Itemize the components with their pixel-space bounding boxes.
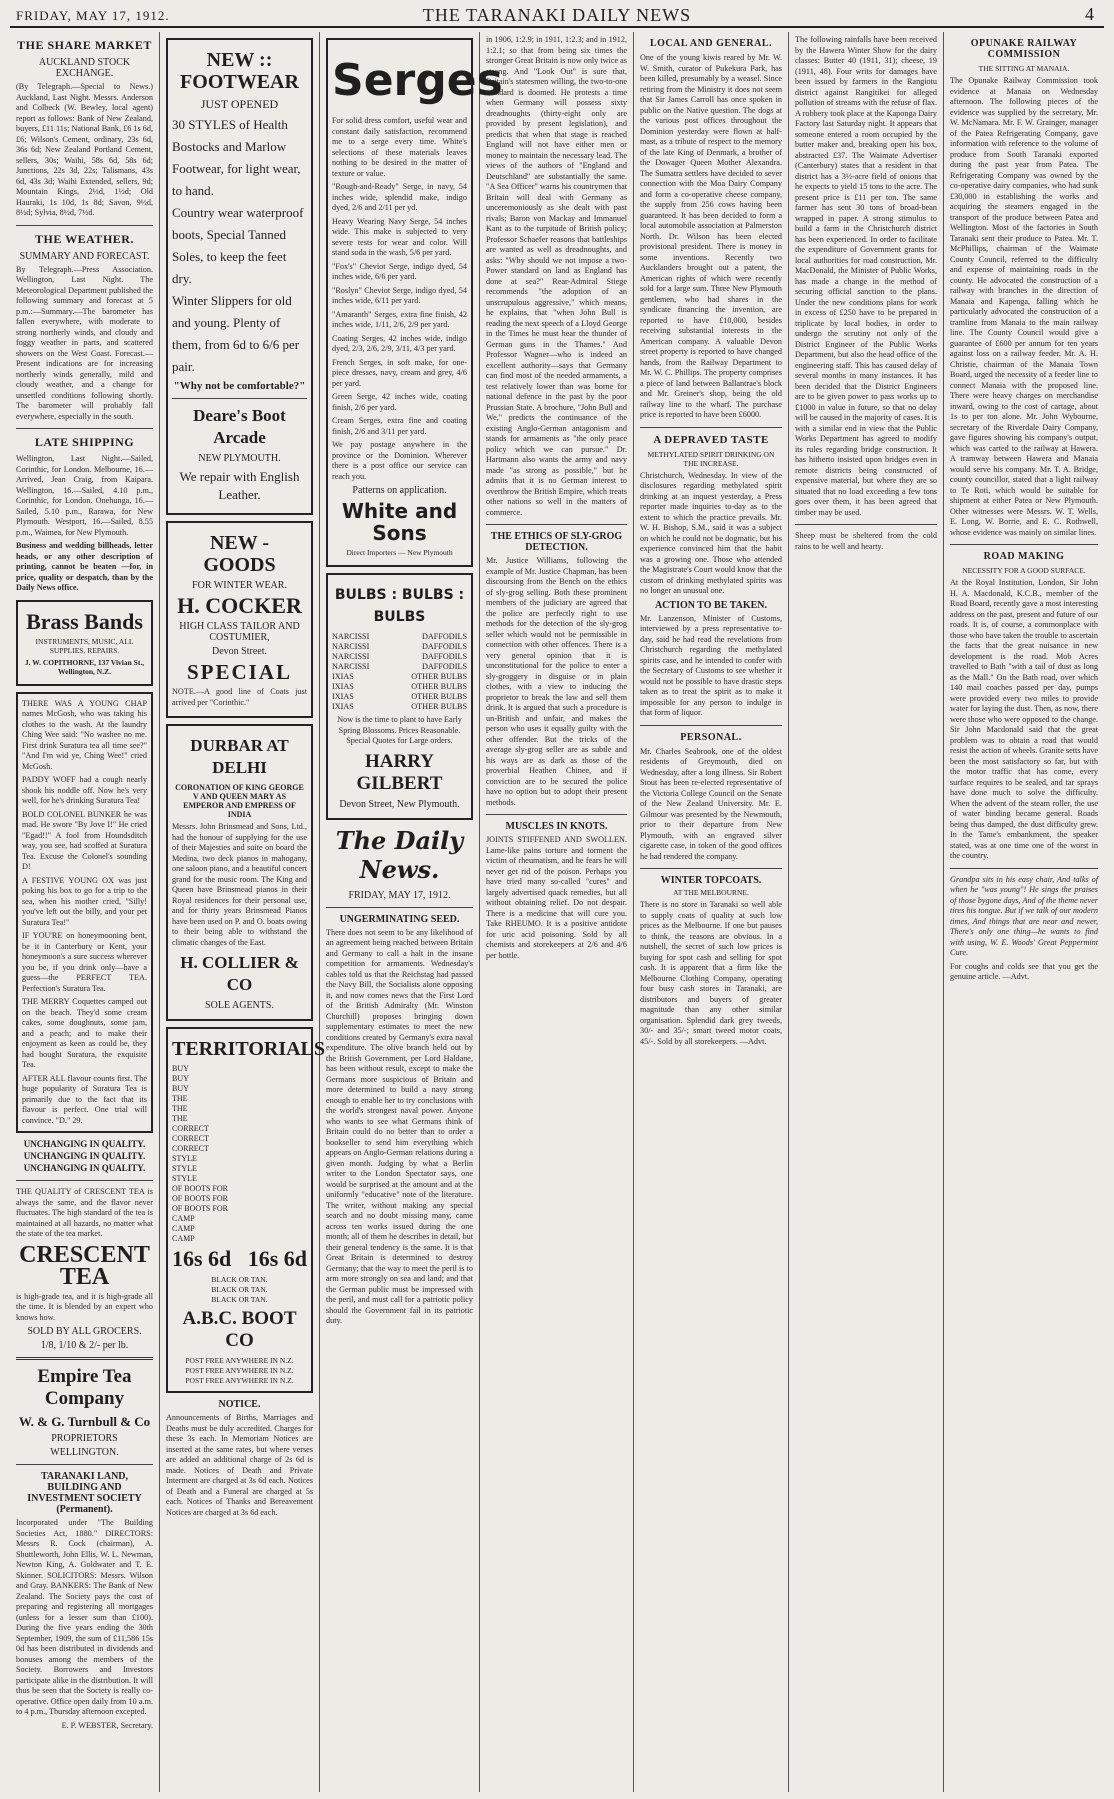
shipping-text: Wellington, Last Night.—Sailed, Corinthic, for London. Melbourne, 16.—Arrived, Jean Craig, from Kaipara. Wellington, 16.—Sailed, 4.10 p.m., Corinthic, for London. Onehunga, 16.—Sailed, 5.10 p.m., Rarawa, for New Plymouth. Westport, 16.—Sailed, 8.55 p.m., Waimea, for New Plymouth. [16,454,153,537]
divider [16,225,153,226]
winter-topcoats-sub: AT THE MELBOURNE. [673,888,749,897]
divider [640,725,782,726]
grandpa-poem-end: For coughs and colds see that you get the genuine article. —Advt. [950,961,1098,981]
joke-paragraph: IF YOU'RE on honeymooning bent, be it in Canterbury or Kent, your honeymoon's a sure success wherever you be, if you drink only—have a guess—the PERFECT TEA. Perfection's Suratura Tea. [22,931,147,993]
bulbs-heading: BULBS : BULBS : BULBS [334,587,465,625]
bulb-name: DAFFODILS [421,662,467,671]
unchanging-line: UNCHANGING IN QUALITY. [23,1163,146,1173]
bulb-row [332,632,467,642]
bulb-row [332,662,467,672]
footwear-line: Winter Slippers for old [172,293,292,308]
deare-arcade: Deare's Boot Arcade [193,406,286,447]
divider [640,427,782,428]
footwear-line: Country wear waterproof [172,205,304,220]
column-3 [320,32,503,1792]
opunake-sub: THE SITTING AT MANAIA. [978,64,1070,73]
bulbs-list [332,632,467,712]
territorials-line: THE [172,1114,188,1123]
joke-paragraph: THERE WAS A YOUNG CHAP names McGosh, who was taking his clothes to the wash. At the laundry Ching Wee said: "No washee no me. First drink Suratura tea all time see?" "And I'm wid ye, Ching Wee!" cried McGosh. [22,698,147,771]
column-4 [480,32,634,1792]
brass-bands-sub: INSTRUMENTS, MUSIC, ALL SUPPLIES, REPAIRS. [35,636,134,655]
bulb-name: OTHER BULBS [411,672,467,681]
territorials-line: BUY [172,1084,189,1093]
territorials-line: THE [172,1094,188,1103]
divider [950,868,1098,869]
personal-text: Mr. Charles Seabrook, one of the oldest residents of Greymouth, died on Wednesday, after a long illness. Sir Robert Stout has been re-elected representative of the Victoria College Council on the Senate of the New Zealand University. Mr. E. Gilmour was presented by the Newmouth, prior to their departure from New Plymouth, with an engraved silver cigarette case, in token of the good offices he had rendered the company. [640,746,782,861]
durbar-heading: DURBAR AT DELHI [190,736,289,777]
post-line: POST FREE ANYWHERE IN N.Z. [185,1376,294,1385]
share-market-heading: THE SHARE MARKET [17,38,152,52]
brass-bands-firm: J. W. COPITHORNE, 137 Vivian St., Wellington, N.Z. [24,657,145,676]
cocker-ad [166,521,313,718]
opunake-heading: OPUNAKE RAILWAY COMMISSION [970,38,1078,60]
depraved-taste-text: Christchurch, Wednesday. In view of the disclosures regarding methylated spirit drinking at an inquest yesterday, a Press reporter made inquiries to-day as to the extent to which the practice prevails. Mr. W. H. Bishop, S.M., said it was a subject on which he could not be dogmatic, but his experience convinced him that the habit was a growing one. Those who attended the Magistrate's Court would know that the custom of drinking methylated spirits was no longer an unusual one. [640,470,782,595]
serges-heading: Serges [332,55,503,106]
notice-text: Announcements of Births, Marriages and Deaths must be duly accredited. Charges for these 3s each. In Memoriam Notices are inserted at the same rates, but where verses are added an additional charge of 2s 6d is made. Notices of Death and Private Interment are charged at 3s 6d each. Notices of Death and a Funeral are charged at 5s each. Notices of Thanks and Bereavement Notices are charged at 3s 6d each. [166,1413,313,1517]
bulb-name: NARCISSI [332,652,370,661]
territorials-line: CAMP [172,1214,195,1223]
white-and-sons: White and Sons [341,499,458,545]
crescent-tea-heading: CRESCENT TEA [19,1241,150,1290]
editorial-continued: in 1906, 1:2.9; in 1911, 1:2.3; and in 1912, 1:2.1; so that from being six times the stronger Great Britain is now only twice as strong. And "Look Out" is sure that, Britain's statesmen willing, the two-to-one standard is doomed. He protests a time when Germany will possess sixty dreadnoughts (thirty-eight only are provided by present legislation), and predicts that when that stage is reached England will not have either men or money to maintain the necessary lead. The views of the authors of "England and Deutschland" are substantially the same. "A Sea Officer" warns his countrymen that Britain will deal with Germany as unceremoniously as she dealt with past rivals; Baron von Mackay and Immanuel Kant as to the turpitude of British policy; Professor Schaefer reasons that battleships are wanted as well as dreadnoughts, and asks: "Why should we not impose a two-Power standard on land as England has done at sea?" Rear-Admiral Stiege recommends "the adoption of an unscrupulous aggressive," which means, he explains, that "when John Bull is reading the next speech of a Lloyd George in the Times he must hear the thunder of German guns in the Thames." And Professor Wagner—who is indeed an excellent authority—says that Germany can find most of the needed armaments, a test relatively lower than was borne for national defence in the past by the poor Prussian State. A brochure, "John Bull and We," predicts the continuance of the existing Anglo-German antagonism and stands for armaments as "the only peace policy which we can pursue." Dr. Hartmann also wants the army and navy made "as strong as possible," but he admits that it is no German interest to overthrow the British Empire, which treats other nations so well in the matters of commerce. [486,35,627,517]
bulb-name: IXIAS [332,682,354,691]
depraved-taste-sub: METHYLATED SPIRIT DRINKING ON THE INCREASE. [647,449,775,468]
territorials-line: CAMP [172,1234,195,1243]
editorial-text: There does not seem to be any likelihood of an agreement being reached between Britain and Germany to call a halt in the insane competition for armaments. Wednesday's cables told us that the Reichstag had passed the Navy Bill, the Socialists alone opposing it, and now comes news that the First Lord of the British Admiralty (Mr. Winston Churchill) proposes bringing down supplementary estimates to meet the new conditions created by Germany's extra naval expenditure. The olive branch held out by the British Government, per Lord Haldane, has been without result, except to make the Germans more suspicious of Britain and more determined to build a navy strong enough to enable her to try conclusions with the world's strongest naval power. Anyone who wants to see what Germans think of Britain could do no better than to order a bookseller to send him everything which appears on Anglo-German relations during a given month. Judging by what a Berlin writer to the London Spectator says, one would be surprised at the amount and at the uniformly "educative" note of the literature. The writer, without making any special search and no doubt missing many, came across ten works issued during the one month; all of them he describes in detail, but their general tendency is the same. It is that Great Britain is determined to destroy Germany; that the way to meet the peril is to arm more strongly on sea and land; and that the German public must be impressed with the peril, and must call for a patriotic policy should the Government fail in its patriotic duty. [326,927,473,1325]
bulb-name: IXIAS [332,702,354,711]
serge-item: "Rough-and-Ready" Serge, in navy, 54 inches wide, splendid make, indigo dyed, 2/6 and 2/11 per yd. [332,182,467,212]
brass-bands-ad [16,600,153,686]
post-line: POST FREE ANYWHERE IN N.Z. [185,1356,294,1365]
road-making-text: At the Royal Institution, London, Sir John H. A. Macdonald, K.C.B., member of the Road Board, recently gave a most interesting address on the past, present and future of our roads. It is, of course, a commonplace with those who have taken the trouble to ascertain the facts that the great nuisance in new development is the road. Mob Acres travelled to Bath "with a tail of dust as long as the Mall." On the Bath road, over which 140 mail coaches passed per day, pumps were provided every two miles to provide water for laying the dust. Then, as now, there were those who were opposed to the change. Sir John Macdonald said that the great problem was to obtain a road that would resist the action of wheels. Granite setts have been the most satisfactory so far, but with the motor traffic that has come, every surface requires to be sealed, and tar sprays have done much to solve the difficulty. When the advent of the steam roller, the use of water binding became general. Roads being thus damped, the dust difficulty grew. In the Tame's embankment, the speaker stated, was at one time one of the worst in the country. [950,578,1098,860]
bulb-row [332,652,467,662]
just-opened: JUST OPENED [200,97,279,111]
divider [16,1180,153,1181]
empire-tea-firm: W. & G. Turnbull & Co [18,1414,151,1429]
local-general-text: One of the young kiwis reared by Mr. W. W. Smith, curator of Pukekura Park, has been killed, presumably by a weasel. Since retiring from the Ministry it does not seem that Sir James Carroll has once spoken in public on the Native question. The dogs at the various post offices throughout the Dominion yesterday were flown at half-mast, as a tribute of respect to the memory of the late King of Denmark, a brother of the Dowager Queen Mother Alexandra. The Sumatra settlers have decided to sever connection with the Moa Dairy Company and form a co-operative cheese company, the supply from 256 cows having been guaranteed. It has been decided to form a local automobile association at Palmerston North. Dr. Wilson has been elected provisional president. There is money in some inventions. Recently two Aucklanders brought out a patent, the American rights of which were recently sold for a large sum. Three New Plymouth gentlemen, who had shares in the syndicate financing the invention, are reported to have £10,000, besides receiving substantial interests in the American company. A valuable Devon street property is reported to have changed hands, from the Railway Department to Mr. W. C. Phillips. The property comprises a piece of land between Ballantrae's block and Mr. Greiner's shop, being the old railway line to the wharf. The purchase price is reported to have been £6000. [640,53,782,419]
unchanging-line: UNCHANGING IN QUALITY. [23,1151,146,1161]
territorials-heading: TERRITORIALS [172,1038,326,1060]
territorials-list [172,1064,307,1243]
serges-intro: For solid dress comfort, useful wear and constant daily satisfaction, recommend me to a serge every time. White's selections of these materials leaves nothing to be desired in the matter of texture or value. [332,116,467,178]
bulb-name: DAFFODILS [421,652,467,661]
tan-line: BLACK OR TAN. [211,1285,268,1294]
collier-sub: SOLE AGENTS. [205,1000,274,1011]
divider [16,1464,153,1465]
bulb-name: DAFFODILS [421,642,467,651]
crescent-tea-desc: is high-grade tea, and it is high-grade all the time. It is blended by an expert who knows how. [16,1291,153,1322]
deare-city: NEW PLYMOUTH. [198,453,281,464]
shipping-heading: LATE SHIPPING [34,435,135,449]
territorials-line: STYLE [172,1164,197,1173]
column-1 [10,32,160,1792]
divider [795,524,937,525]
column-6 [789,32,944,1792]
footwear-line: Soles, to keep the feet [172,249,287,264]
cocker-street: Devon Street. [212,646,267,657]
price-right: 16s 6d [247,1246,307,1271]
durbar-ad [166,724,313,1021]
footwear-line: pair. [172,359,195,374]
column-7 [944,32,1104,1792]
masthead-date: FRIDAY, MAY 17, 1912. [16,8,170,23]
muscles-heading: MUSCLES IN KNOTS. [505,821,608,832]
column-5 [634,32,789,1792]
divider [486,524,627,525]
notice-heading: NOTICE. [218,1399,261,1410]
bulbs-ad [326,573,473,820]
page-number: 4 [1085,4,1094,24]
footwear-line: 30 STYLES of Health [172,117,288,132]
joke-paragraph: AFTER ALL flavour counts first. The huge popularity of Suratura Tea is primarily due to the fact that its flavour is perfect. One trial will convince. "D." 29. [22,1073,147,1125]
winter-topcoats-heading: WINTER TOPCOATS. [660,875,762,886]
bulb-name: NARCISSI [332,662,370,671]
grandpa-poem: Grandpa sits in his easy chair, And talks of when he "was young"! He sings the praises of those bygone days, And of the theme never tires his tongue. But if we talk of our modern times, And things that are near and newer, There's only one thing—he wants to find with using, W. E. Woods' Great Peppermint Cure. [950,874,1098,957]
masthead [10,0,1104,28]
empire-tea-proprietors: PROPRIETORS [51,1433,118,1444]
land-society-secretary: E. P. WEBSTER, Secretary. [61,1720,153,1730]
divider [16,1357,153,1360]
tan-line: BLACK OR TAN. [211,1275,268,1284]
harry-gilbert: HARRY GILBERT [356,750,443,794]
serges-ad [326,38,503,567]
territorials-line: CORRECT [172,1124,209,1133]
cocker-name: H. COCKER [177,593,302,618]
territorials-ad [166,1027,326,1393]
abc-boot-co: A.B.C. BOOT CO [182,1308,297,1351]
territorials-line: STYLE [172,1154,197,1163]
serges-patterns: Patterns on application. [352,485,447,496]
weather-text: By Telegraph.—Press Association. Wellington, Last Night. The Meteorological Department published the following summary and forecast at 5 p.m.:—Summary.—The barometer has fallen everywhere, with moderate to strong northerly winds, and cloudy and foggy weather in parts, and scattered showers on the West Coast. Forecast.—Present indications are for increasing northerly winds generally, mild and cloudy weather, and a change for unsettled conditions following shortly. The barometer will probably fall everywhere, especially in the south. [16,264,153,421]
divider [326,907,473,908]
share-market-subheading: AUCKLAND STOCK EXCHANGE. [38,57,131,79]
bulb-row [332,692,467,702]
footwear-line: to hand. [172,183,214,198]
territorials-line: CORRECT [172,1144,209,1153]
joke-paragraph: PADDY WOFF had a cough nearly shook his noddle off. Now he's very well, for he's drinking Suratura Tea! [22,775,147,805]
action-text: Mr. Lanzenson, Minister of Customs, interviewed by a press representative to-day, said he had read the revelations from Christchurch regarding the methylated spirits case, and he intended to confer with the Secretary of Customs to see whether it would not be possible to have drastic steps taken as to treat the spirit as to make it impossible for any person to indulge in that form of liquor. [640,613,782,717]
cocker-sub: HIGH CLASS TAILOR AND COSTUMIER, [179,621,300,643]
daily-news-title: The Daily News. [335,825,464,884]
sly-grog-heading: THE ETHICS OF SLY-GROG DETECTION. [490,531,623,553]
crescent-tea-sold: SOLD BY ALL GROCERS. [27,1326,142,1337]
footwear-line: and young. Plenty of [172,315,281,330]
footwear-line: boots, Special Tanned [172,227,287,242]
muscles-text: JOINTS STIFFENED AND SWOLLEN. Lame-like pains torture and torment the victim of rheumatism, and he fears he will never get rid of the poison. Perhaps you have tried many so-called "cures" and largely advertised quack remedies, but all without obtaining relief. Do not despair. There is a medicine that will cure you. Take RHEUMO. It is a positive antidote for uric acid poisoning. Sold by all chemists and storekeepers at 2/6 and 4/6 per bottle. [486,835,627,960]
action-heading: ACTION TO BE TAKEN. [654,599,768,611]
bulb-name: NARCISSI [332,632,370,641]
collier-name: H. COLLIER & CO [180,953,299,994]
territorials-line: CAMP [172,1224,195,1233]
bulb-name: DAFFODILS [421,632,467,641]
bulb-row [332,682,467,692]
local-general-heading: LOCAL AND GENERAL. [649,38,773,49]
serge-item: "Fox's" Cheviot Serge, indigo dyed, 54 inches wide, 6/6 per yard. [332,261,467,281]
footwear-line: them, from 6d to 6/6 per [172,337,300,352]
divider [950,544,1098,545]
brass-bands-heading: Brass Bands [26,608,143,634]
gilbert-address: Devon Street, New Plymouth. [339,798,460,810]
sly-grog-text: Mr. Justice Williams, following the example of Mr. Justice Chapman, has been discoursing from the Bench on the ethics of sly-grog selling. Both these prominent members of the judiciary are agreed that the police are perfectly right to use methods for the detection of the sly-grog seller which would not be permissible in connection with other offences. There is a very general opinion that it is unconstitutional for the police to enter a sly-groggery in disguise or in plain clothes, with a view to inducing the proprietor to break the law and sell them drink. It is argued that such a procedure is un-British and unfair, and makes the person who uses it equally guilty with the other offender. But the tricks of the average sly-grog seller are as subtle and his ways are as dark as those of the proverbial Heathen Chinee, and if conviction are to be secured the police have no option but to adopt their present methods. [486,556,627,807]
price-row [172,1244,307,1274]
depraved-taste-heading: A DEPRAVED TASTE [653,433,769,446]
footwear-line: Footwear, for light wear, [172,161,301,176]
serge-item: Coating Serges, 42 inches wide, indigo dyed, 2/3, 2/6, 2/9, 3/11, 4/3 per yard. [332,333,467,353]
weather-heading: THE WEATHER. [35,231,134,246]
bulb-name: IXIAS [332,692,354,701]
local-general-continued: The following rainfalls have been received by the Hawera Winter Show for the dairy classes: Butter 40 (1911, 31); cheese, 19 (1911, 48). Four writs for damages have been issued by farmers in the Rangiotu district against Rangitikei for alleged pollution of streams with the refuse of flax. A robbery took place at the Kaponga Dairy Factory last Saturday night. It appears that someone entered a room occupied by the butter maker and, breaking open his box, abstracted £37. The Waimate Advertiser (Canterbury) states that a resident in that district has a 3½-acre field of onions that he expects to yield 15 tons to the acre. The present price is £11 per ton. The same farmer has sent 30 tons of broad-bean wrapped in paper. A strong stimulus to build a farm in the Christchurch district has been experienced. In order to facilitate the expenditure of Government grants for local authorities for road construction, Mr. MacDonald, the Minister of Public Works, has made a change in the method of securing official sanction to the plans. Under the new conditions plans for work in excess of £250 have to be prepared in triplicate by local bodies, in order to undergo the scrutiny not only of the District Engineer of the Public Works Department, but also the head office of the engineering staff. This has caused delay of several months in many instances. It has been decided that the District Engineers are to be given power to pass works up to £1000 in value in future, so that no delay will be caused in the majority of cases. It is with a similar end in view that the Public Works Department has agreed to modify its rules regarding bridge construction. It has hitherto insisted upon bridges even in remote districts being constructed of expensive material, but where they are so situated that no load exceeding a few tons goes over them, it has been agreed that timber may be used. [795,35,937,517]
divider [640,868,782,869]
road-making-sub: NECESSITY FOR A GOOD SURFACE. [962,566,1086,575]
territorials-line: BUY [172,1064,189,1073]
durbar-sub: CORONATION OF KING GEORGE V AND QUEEN MARY AS EMPEROR AND EMPRESS OF INDIA [175,783,304,819]
suratura-tea-ad [16,692,153,1134]
special-heading: SPECIAL [186,660,293,684]
opunake-text: The Opunake Railway Commission took evidence at Manaia on Wednesday afternoon. The following pieces of the evidence was supplied by the secretary, Mr. W. McNamara. Mr. F. W. Grainger, manager of the Patea Refrigerating Company, gave information with reference to the volume of produce from South Taranaki exported during the past year from Patea. The Refrigerating Company was owned by the co-operative dairy companies, who had sunk £30,000 in establishing the works and acquiring the steamers engaged in the transport of the produce between Patea and Wellington. Most of the factories in South Taranaki sent their produce to Patea. Mr. T. McPhillips, chairman of the Waimate County Council, referred to the difficulty and expense of maintaining roads in the county. He advocated the construction of a railway with branches in the direction of Manaia and Kapenga, falling which he particularly advocated the construction of a tramline from Manaia to the main railway line. The County Council would give a guarantee of £600 per annum for ten years against loss on a railway feeder. Mr. A. H. Christie, chairman of the Manaia Town Board, urged the necessity of a feeder line to connect Manaia with the proposed line. There were heavy charges on merchandise inward, owing to the cost of cartage, about 1s to per ton alone. Mr. John Wybourne, secretary of the Riverdale Dairy Company, gave figures showing his company's output, which was carted to the railway at Hawera. A tramway between Hawera and Manaia would serve his company. Mr. T. A. Bridge, county councillor, stated that a light railway to Te Roti, which would be suitable for shipment at either Patea or New Plymouth. Other witnesses were Messrs. W. T. Wells, E. Long, W. Borrie, and E. C. Rothwell, whose evidence was mainly on similar lines. [950,76,1098,537]
footwear-line: Bostocks and Marlow [172,139,287,154]
divider [16,428,153,429]
bulb-row [332,702,467,712]
sheep-note: Sheep must be sheltered from the cold rains to be well and hearty. [795,531,937,551]
durbar-text: Messrs. John Brinsmead and Sons, Ltd., had the honour of supplying for the use of their Majesties and suite on board the Medina, two deck pianos in mahogany, one saloon piano, and a beautiful concert grand for the music room. The King and Queen have Brinsmead pianos in their Royal residences for their personal use, and for thirty years Brinsmead Pianos have been used on P. and O. boats owing to their being able to withstand the climatic changes of the East. [172,822,307,947]
winter-topcoats-text: There is no store in Taranaki so well able to supply coats of quality at such low prices as the Melbourne. If one but pauses to think, the reasons are obvious. In a nutshell, the secret of such low prices is buying for spot cash and selling for spot cash. It is apparent that a firm like the Melbourne Clothing Company, operating four busy cash stores in Taranaki, are distributors and buyers of greater magnitude than any other similar organisation. Splendid dark grey tweeds, 30/- and 35/-; smart tweed motor coats, 45/-. Sold by all storekeepers. —Advt. [640,900,782,1046]
bulb-name: OTHER BULBS [411,692,467,701]
serge-item: Heavy Wearing Navy Serge, 54 inches wide. This make is subjected to very severe tests for wear and color. Will stand soda in the wash, 5/6 per yard. [332,216,467,257]
price-left: 16s 6d [172,1246,232,1271]
bulb-name: OTHER BULBS [411,682,467,691]
weather-subheading: SUMMARY AND FORECAST. [19,250,150,262]
post-line: POST FREE ANYWHERE IN N.Z. [185,1366,294,1375]
editorial-heading: UNGERMINATING SEED. [339,913,460,925]
repair-line: We repair with English Leather. [179,469,300,502]
divider [172,398,307,399]
joke-paragraph: BOLD COLONEL BUNKER he was mad. He swore "By Jove I!" He cried "Egad!!" A fool from Houndsditch way, you see, had scoffed at Suratura Tea. Excuse the Colonel's sounding D! [22,809,147,871]
serge-item: French Serges, in soft make, for one-piece dresses, navy, cream and grey, 4/6 per yard. [332,357,467,388]
bulb-name: NARCISSI [332,642,370,651]
territorials-line: BUY [172,1074,189,1083]
footwear-slogan: "Why not be comfortable?" [173,380,306,392]
crescent-tea-price: 1/8, 1/10 & 2/- per lb. [40,1340,129,1351]
serge-item: "Roslyn" Cheviot Serge, indigo dyed, 54 inches wide, 6/11 per yard. [332,285,467,305]
footwear-line: dry. [172,271,192,286]
territorials-line: STYLE [172,1174,197,1183]
share-market-text: (By Telegraph.—Special to News.) Auckland, Last Night. Messrs. Anderson and Colbeck (W. Bewley, local agent) report as follows: Bank of New Zealand, buyers, £11 11s; National Bank, £6 1s 6d, £6; Wilson's Cement, ordinary, 23s 6d, 36s 6d; New Zealand Portland Cement, sellers, 30s; Waihi, 58s 6d, 58s 6d; Junctions, 22s 3d, 22s; Talismans, 43s 6d, 43s 3d; Waihi Extended, sellers, 9d; Mountain Kings, 2½d, 1½d; Old Hauraki, 1s 10d, 1s 8d; Savon, 9½d, 8½d; Sylvia, 8½d, 7½d. [16,82,153,217]
territorials-line: OF BOOTS FOR [172,1204,229,1213]
footwear-heading: NEW :: FOOTWEAR [180,49,299,93]
new-goods-heading: NEW - GOODS [203,532,276,576]
territorials-line: OF BOOTS FOR [172,1194,229,1203]
serge-item: Green Serge, 42 inches wide, coating finish, 2/6 per yard. [332,392,467,412]
empire-tea-heading: Empire Tea Company [37,1366,132,1409]
bulb-name: IXIAS [332,672,354,681]
empire-tea-city: WELLINGTON. [50,1447,119,1458]
joke-paragraph: THE MERRY Coquettes camped out on the beach. They'd some cream cakes, some doughnuts, some jam, and a peach; and to make their enjoyment as keen as could be, they had bought Suratura, the exquisite Tea. [22,997,147,1069]
territorials-line: THE [172,1104,188,1113]
land-society-heading: TARANAKI LAND, BUILDING AND INVESTMENT SOCIETY (Permanent). [27,1471,142,1515]
territorials-line: OF BOOTS FOR [172,1184,229,1193]
unchanging-line: UNCHANGING IN QUALITY. [23,1139,146,1149]
daily-news-date: FRIDAY, MAY 17, 1912. [348,889,451,901]
bulb-row [332,672,467,682]
serges-postage: We pay postage anywhere in the province or the Dominion. Wherever there is a post office our service can reach you. [332,440,467,481]
printing-notice: Business and wedding billheads, letter heads, or any other description of printing, cannot be beaten —for, in price, quality or despatch, than by the Daily News office. [16,541,153,592]
bulb-row [332,642,467,652]
personal-heading: PERSONAL. [680,731,742,743]
column-2 [160,32,326,1792]
crescent-tea-text: THE QUALITY of CRESCENT TEA is always the same, and the flavor never fluctuates. The high standard of the tea is maintained at all hazards, no matter what the state of the tea market. [16,1187,153,1238]
special-text: NOTE.—A good line of Coats just arrived per "Corinthic." [172,687,307,707]
joke-paragraph: A FESTIVE YOUNG OX was just poking his box to go for a trip to the sea, when his mother cried, "Silly! you've left out the billy, and your pet Suratura Tea!" [22,875,147,927]
serge-item: Cream Serges, extra fine and coating finish, 2/6 and 3/11 per yard. [332,416,467,436]
tan-line: BLACK OR TAN. [211,1295,268,1304]
road-making-heading: ROAD MAKING [983,551,1065,562]
footwear-ad [166,38,313,515]
divider [486,814,627,815]
white-and-sons-sub: Direct Importers — New Plymouth [346,548,453,557]
territorials-line: CORRECT [172,1134,209,1143]
new-goods-sub: FOR WINTER WEAR. [192,580,287,591]
land-society-text: Incorporated under "The Building Societies Act, 1880." DIRECTORS: Messrs R. Cock (chairman), A. Shuttleworth, John Ellis, W. L. Newman, Newton King, A. Goldwater and T. E. Skinner. SOLICITORS: Messrs. Wilson and Gray. BANKERS: The Bank of New Zealand. The Society pays the cost of preparing and registering all mortgages (unless for a lesser sum than £100). During the five years ending the 30th September, 1909, the sum of £11,586 15s 0d has been distributed in dividends and bonuses among the members of the Society. Borrowers and Investors participate alike in the distribution. It will thus be seen that the Society is really co-operative. Office open daily from 10 a.m. to 4 p.m., Thursday afternoon excepted. [16,1518,153,1716]
bulbs-text: Now is the time to plant to have Early Spring Blossoms. Prices Reasonable. Special Quotes for Large orders. [337,715,462,745]
bulb-name: OTHER BULBS [411,702,467,711]
masthead-title: THE TARANAKI DAILY NEWS [422,5,692,25]
serge-item: "Amaranth" Serges, extra fine finish, 42 inches wide, 1/11, 2/6, 2/9 per yard. [332,309,467,329]
